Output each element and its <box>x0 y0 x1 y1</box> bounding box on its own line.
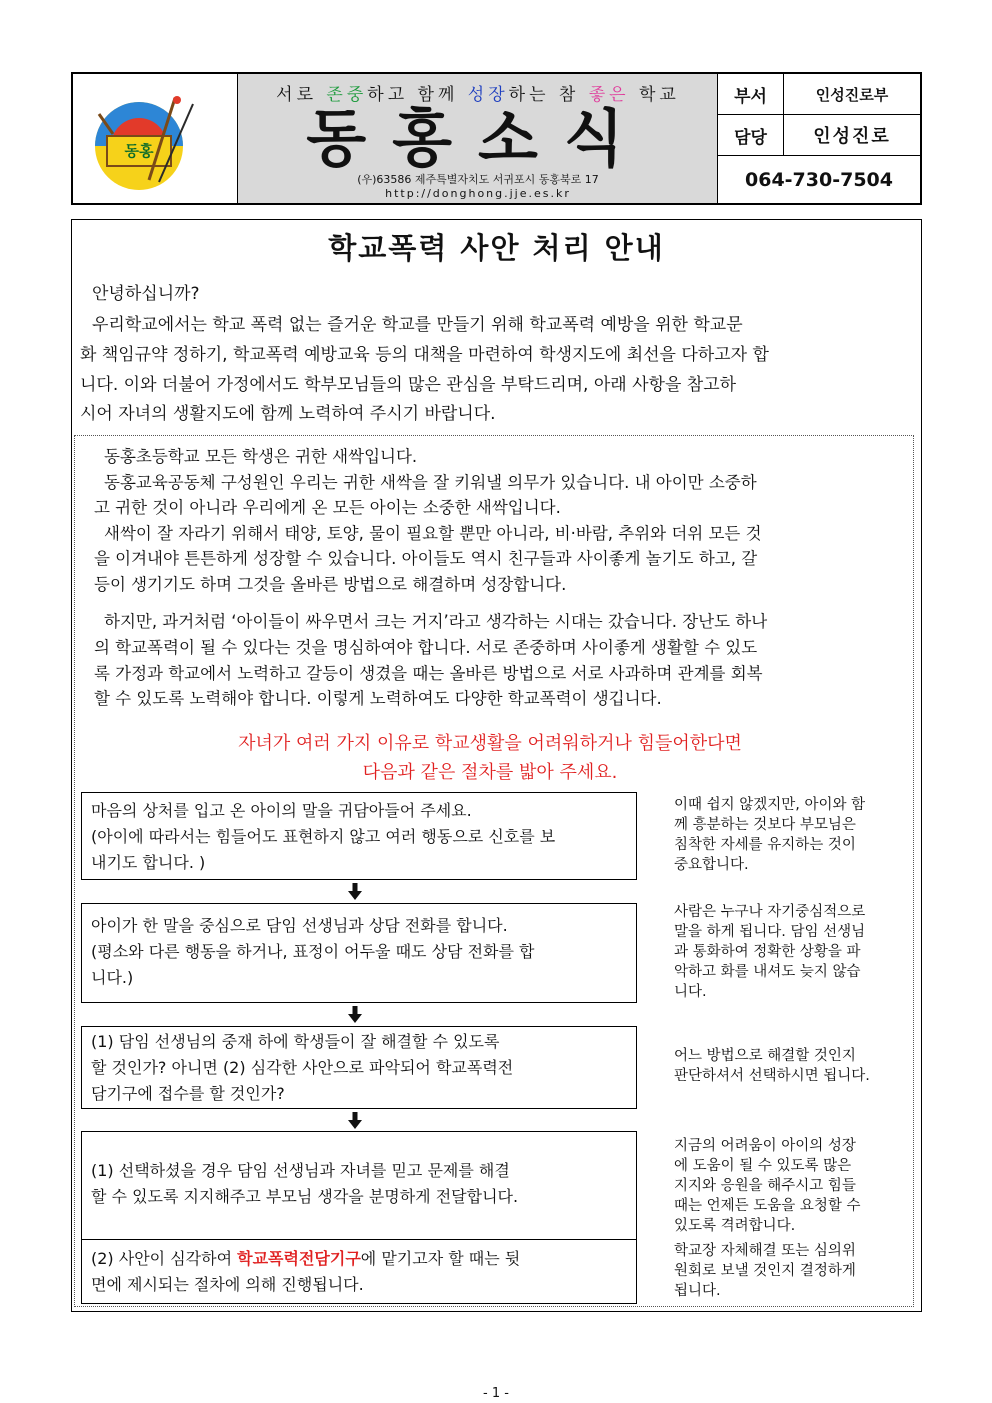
step-line: 담기구에 접수를 할 것인가? <box>91 1084 285 1103</box>
logo-cell <box>73 74 238 203</box>
body-line: 할 수 있도록 노력해야 합니다. 이렇게 노력하여도 다양한 학교폭력이 생깁니다. <box>94 689 662 708</box>
step-line: 할 것인가? 아니면 (2) 심각한 사안으로 파악되어 학교폭력전 <box>91 1058 514 1077</box>
step-box-4a <box>81 1131 637 1240</box>
committee-highlight: 학교폭력전담기구 <box>237 1249 361 1268</box>
step-line: (2) 사안이 심각하여 학교폭력전담기구에 맡기고자 할 때는 뒷 <box>91 1249 521 1268</box>
greeting: 안녕하십니까? <box>92 284 200 304</box>
step-line: 내기도 합니다. ) <box>91 853 206 872</box>
school-address: (우)63586 제주특별자치도 서귀포시 동홍북로 17 <box>357 173 599 186</box>
page-number: - 1 - <box>483 1386 509 1401</box>
dept-value: 인성진로부 <box>815 85 889 104</box>
masthead <box>238 74 718 203</box>
body-line: 고 귀한 것이 아니라 우리에게 온 모든 아이는 소중한 새싹입니다. <box>94 498 561 517</box>
school-motto: 서로 존중하고 함께 성장하는 참 좋은 학교 <box>276 85 680 105</box>
step-note-4b: 학교장 자체해결 또는 심의위 원회로 보낼 것인지 결정하게 됩니다. <box>674 1243 856 1299</box>
body-line: 등이 생기기도 하며 그것을 올바른 방법으로 해결하며 성장합니다. <box>94 575 567 594</box>
body-line: 동홍교육공동체 구성원인 우리는 귀한 새싹을 잘 키워낼 의무가 있습니다. 내 아이만 소중하 <box>104 473 757 492</box>
down-arrow-icon <box>348 1112 362 1130</box>
step-note-2: 사람은 누구나 자기중심적으로 말을 하게 됩니다. 담임 선생님 과 통화하여 정확한 상황을 파 악하고 화를 내셔도 늦지 않습 니다. <box>674 904 866 1000</box>
owner-label: 담당 <box>718 115 784 155</box>
step-line: 아이가 한 말을 중심으로 담임 선생님과 상담 전화를 합니다. <box>91 916 508 935</box>
intro-line: 우리학교에서는 학교 폭력 없는 즐거운 학교를 만들기 위해 학교폭력 예방을 위한 학교문 <box>92 315 743 335</box>
highlight-notice: 다음과 같은 절차를 밟아 주세요. <box>362 762 618 783</box>
intro-line: 니다. 이와 더불어 가정에서도 학부모님들의 많은 관심을 부탁드리며, 아래 사항을 참고하 <box>80 375 737 395</box>
phone-number: 064-730-7504 <box>745 168 893 191</box>
down-arrow-icon <box>348 1006 362 1024</box>
intro-line: 시어 자녀의 생활지도에 함께 노력하여 주시기 바랍니다. <box>80 404 496 424</box>
owner-value: 인성진로 <box>813 126 891 147</box>
step-box-2 <box>81 903 637 1003</box>
highlight-notice: 자녀가 여러 가지 이유로 학교생활을 어려워하거나 힘들어한다면 <box>238 733 742 754</box>
body-line: 의 학교폭력이 될 수 있다는 것을 명심하여야 합니다. 서로 존중하며 사이좋게 생활할 수 있도 <box>94 638 758 657</box>
school-url[interactable]: http://donghong.jje.es.kr <box>385 187 571 200</box>
owner-row <box>718 115 920 156</box>
body-line: 록 가정과 학교에서 노력하고 갈등이 생겼을 때는 올바른 방법으로 서로 사과하며 관계를 회복 <box>94 664 763 683</box>
down-arrow-icon <box>348 883 362 901</box>
step-note-4a: 지금의 어려움이 아이의 성장 에 도움이 될 수 있도록 많은 지지와 응원을 해주시고 힘들 때는 언제든 도움을 요청할 수 있도록 격려합니다. <box>674 1138 861 1234</box>
dept-row <box>718 74 920 115</box>
step-line: (1) 담임 선생님의 중재 하에 학생들이 잘 해결할 수 있도록 <box>91 1032 500 1051</box>
step-note-3: 어느 방법으로 해결할 것인지 판단하셔서 선택하시면 됩니다. <box>674 1048 870 1084</box>
step-line: (1) 선택하셨을 경우 담임 선생님과 자녀를 믿고 문제를 해결 <box>91 1161 510 1180</box>
body-line: 동홍초등학교 모든 학생은 귀한 새싹입니다. <box>104 447 418 466</box>
step-line: 마음의 상처를 입고 온 아이의 말을 귀담아들어 주세요. <box>91 801 472 820</box>
logo-text: 동홍 <box>124 142 154 160</box>
dept-label: 부서 <box>718 74 784 114</box>
step-box-1 <box>81 792 637 880</box>
step-line: 면에 제시되는 절차에 의해 진행됩니다. <box>91 1275 364 1294</box>
newsletter-title: 동홍소식 <box>306 102 650 175</box>
step-line: (아이에 따라서는 힘들어도 표현하지 않고 여러 행동으로 신호를 보 <box>91 827 556 846</box>
body-line: 새싹이 잘 자라기 위해서 태양, 토양, 물이 필요할 뿐만 아니라, 비·바람, 추위와 더위 모든 것 <box>104 524 762 543</box>
contact-info <box>718 74 920 203</box>
step-line: 니다.) <box>91 968 134 987</box>
step-box-4b <box>81 1239 637 1304</box>
document-title: 학교폭력 사안 처리 안내 <box>328 231 665 265</box>
intro-line: 화 책임규약 정하기, 학교폭력 예방교육 등의 대책을 마련하여 학생지도에 최선을 다하고자 합 <box>80 345 769 365</box>
body-line: 을 이겨내야 튼튼하게 성장할 수 있습니다. 아이들도 역시 친구들과 사이좋게 놀기도 하고, 갈 <box>94 549 758 568</box>
step-note-1: 이때 쉽지 않겠지만, 아이와 함 께 흥분하는 것보다 부모님은 침착한 자세를 유지하는 것이 중요합니다. <box>674 797 866 873</box>
newsletter-header <box>71 72 922 205</box>
step-box-3 <box>81 1026 637 1109</box>
body-line: 하지만, 과거처럼 ‘아이들이 싸우면서 크는 거지’라고 생각하는 시대는 갔습니다. 장난도 하나 <box>104 612 768 631</box>
step-line: 할 수 있도록 지지해주고 부모님 생각을 분명하게 전달합니다. <box>91 1187 519 1206</box>
step-line: (평소와 다른 행동을 하거나, 표정이 어두울 때도 상담 전화를 합 <box>91 942 535 961</box>
